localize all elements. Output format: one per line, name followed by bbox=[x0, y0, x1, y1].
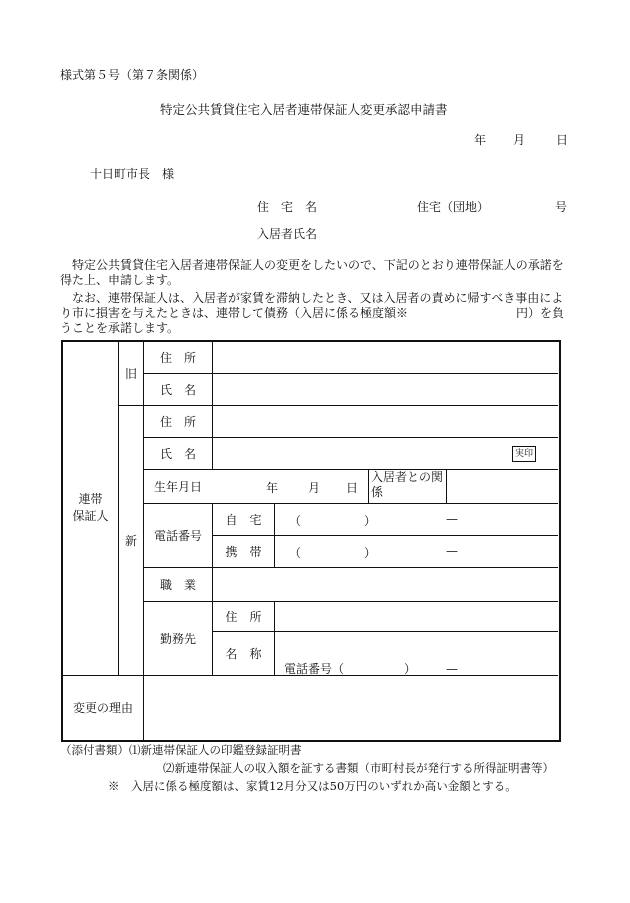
seal-mark: 実印 bbox=[512, 446, 536, 462]
date-month: 月 bbox=[513, 133, 526, 147]
housing-complex-label: 住宅（団地） bbox=[417, 200, 490, 214]
date-day: 日 bbox=[556, 133, 569, 147]
relation-field[interactable] bbox=[447, 470, 556, 502]
home-phone-dash: — bbox=[446, 512, 458, 526]
old-name-field[interactable] bbox=[213, 374, 556, 404]
mobile-phone-close: ） bbox=[364, 546, 377, 560]
relation-label: 入居者との関係 bbox=[371, 470, 444, 499]
mobile-phone-open: （ bbox=[289, 546, 302, 560]
attachment-1: （添付書類）⑴新連帯保証人の印鑑登録証明書 bbox=[60, 743, 302, 757]
date-year: 年 bbox=[474, 133, 487, 147]
new-address-label: 住 所 bbox=[159, 415, 196, 429]
mobile-phone-dash: — bbox=[446, 544, 458, 558]
form-number: 様式第５号（第７条関係） bbox=[60, 68, 205, 82]
workplace-phone: 電話番号（ ） — bbox=[284, 662, 459, 676]
home-phone-open: （ bbox=[289, 514, 302, 528]
request-paragraph: 特定公共賃貸住宅入居者連帯保証人の変更をしたいので、下記のとおり連帯保証人の承諾を得た上、申請します。 bbox=[60, 258, 564, 287]
old-label: 旧 bbox=[124, 366, 137, 381]
old-address-label: 住 所 bbox=[159, 350, 196, 365]
old-address-field[interactable] bbox=[213, 342, 556, 372]
limit-note: ※ 入居に係る極度額は、家賃12月分又は50万円のいずれか高い金額とする。 bbox=[108, 779, 517, 793]
birth-day: 日 bbox=[346, 481, 359, 495]
new-address-field[interactable] bbox=[213, 406, 556, 436]
mobile-phone-label: 携 帯 bbox=[225, 545, 262, 559]
old-name-label: 氏 名 bbox=[159, 383, 196, 397]
guarantor-label: 連帯 保証人 bbox=[72, 492, 109, 523]
new-label: 新 bbox=[124, 534, 137, 548]
birthdate-label: 生年月日 bbox=[153, 480, 202, 494]
workplace-label: 勤務先 bbox=[159, 632, 196, 646]
workplace-address-label: 住 所 bbox=[225, 610, 262, 624]
housing-name-label: 住 宅 名 bbox=[257, 200, 318, 214]
occupation-field[interactable] bbox=[213, 568, 556, 600]
birth-year: 年 bbox=[266, 481, 279, 495]
home-phone-label: 自 宅 bbox=[225, 513, 262, 527]
tenant-name-label: 入居者氏名 bbox=[257, 227, 318, 241]
liability-paragraph: なお、連帯保証人は、入居者が家賃を滞納したとき、又は入居者の責めに帰すべき事由により市に損害を与えたときは、連帯して債務（入居に係る極度額※ 円）を負うことを承諾します。 bbox=[60, 291, 565, 335]
birth-month: 月 bbox=[308, 481, 321, 495]
new-name-field[interactable] bbox=[213, 438, 556, 468]
room-number-label: 号 bbox=[555, 200, 568, 214]
home-phone-close: ） bbox=[364, 514, 377, 528]
attachment-2: ⑵新連帯保証人の収入額を証する書類（市町村長が発行する所得証明書等） bbox=[163, 761, 554, 775]
reason-label: 変更の理由 bbox=[72, 700, 133, 715]
addressee: 十日町市長 様 bbox=[90, 167, 175, 181]
occupation-label: 職 業 bbox=[159, 578, 196, 592]
workplace-name-label: 名 称 bbox=[225, 647, 262, 661]
phone-label: 電話番号 bbox=[153, 529, 202, 543]
new-name-label: 氏 名 bbox=[159, 447, 196, 461]
document-title: 特定公共賃貸住宅入居者連帯保証人変更承認申請書 bbox=[160, 102, 448, 117]
reason-field[interactable] bbox=[145, 677, 556, 737]
